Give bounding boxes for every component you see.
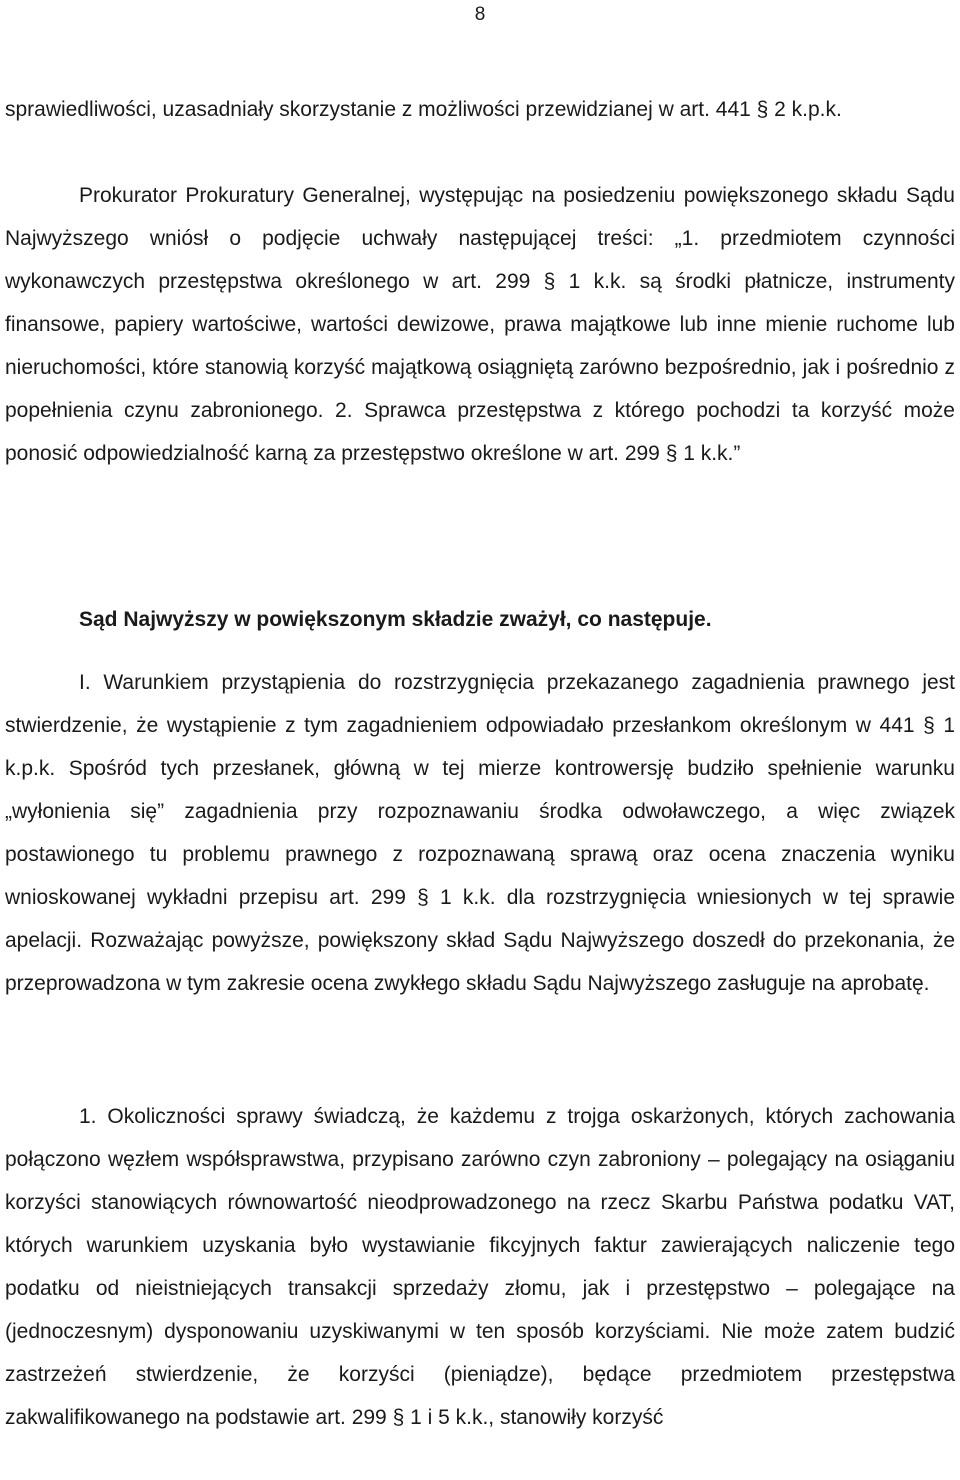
page-number: 8 (474, 4, 486, 25)
paragraph-section-one: I. Warunkiem przystąpienia do rozstrzygnięcia przekazanego zagadnienia prawnego jest stwierdzenie, że wystąpienie z tym zagadnieniem odpowiadało przesłankom określonym w 441 § 1 k.p.k. Spośród tych przesłanek, główną w tej mierze kontrowersję budziło spełnienie warunku „wyłonienia się” zagadnienia przy rozpoznawaniu środka odwoławczego, a więc związek postawionego tu problemu prawnego z rozpoznawaną sprawą oraz ocena znaczenia wyniku wnioskowanej wykładni przepisu art. 299 § 1 k.k. dla rozstrzygnięcia wniesionych w tej sprawie apelacji. Rozważając powyższe, powiększony skład Sądu Najwyższego doszedł do przekonania, że przeprowadzona w tym zakresie ocena zwykłego składu Sądu Najwyższego zasługuje na aprobatę. (5, 671, 955, 995)
paragraph-continuation: sprawiedliwości, uzasadniały skorzystanie z możliwości przewidzianej w art. 441 § 2 k.p.k. (5, 98, 842, 121)
paragraph-prosecutor-motion: Prokurator Prokuratury Generalnej, występując na posiedzeniu powiększonego składu Sądu Najwyższego wniósł o podjęcie uchwały następującej treści: „1. przedmiotem czynności wykonawczych przestępstwa określonego w art. 299 § 1 k.k. są środki płatnicze, instrumenty finansowe, papiery wartościwe, wartości dewizowe, prawa majątkowe lub inne mienie ruchome lub nieruchomości, które stanowią korzyść majątkową osiągniętą zarówno bezpośrednio, jak i pośrednio z popełnienia czynu zabronionego. 2. Sprawca przestępstwa z którego pochodzi ta korzyść może ponosić odpowiedzialność karną za przestępstwo określone w art. 299 § 1 k.k.” (5, 184, 955, 465)
paragraph-point-one: 1. Okoliczności sprawy świadczą, że każdemu z trojga oskarżonych, których zachowania połączono węzłem współsprawstwa, przypisano zarówno czyn zabroniony – polegający na osiąganiu korzyści stanowiących równowartość nieodprowadzonego na rzecz Skarbu Państwa podatku VAT, których warunkiem uzyskania było wystawianie fikcyjnych faktur zawierających naliczenie tego podatku od nieistniejących transakcji sprzedaży złomu, jak i przestępstwo – polegające na (jednoczesnym) dysponowaniu uzyskiwanymi w ten sposób korzyściami. Nie może zatem budzić zastrzeżeń stwierdzenie, że korzyści (pieniądze), będące przedmiotem przestępstwa zakwalifikowanego na podstawie art. 299 § 1 i 5 k.k., stanowiły korzyść (5, 1105, 955, 1429)
section-heading: Sąd Najwyższy w powiększonym składzie zważył, co następuje. (79, 608, 712, 631)
